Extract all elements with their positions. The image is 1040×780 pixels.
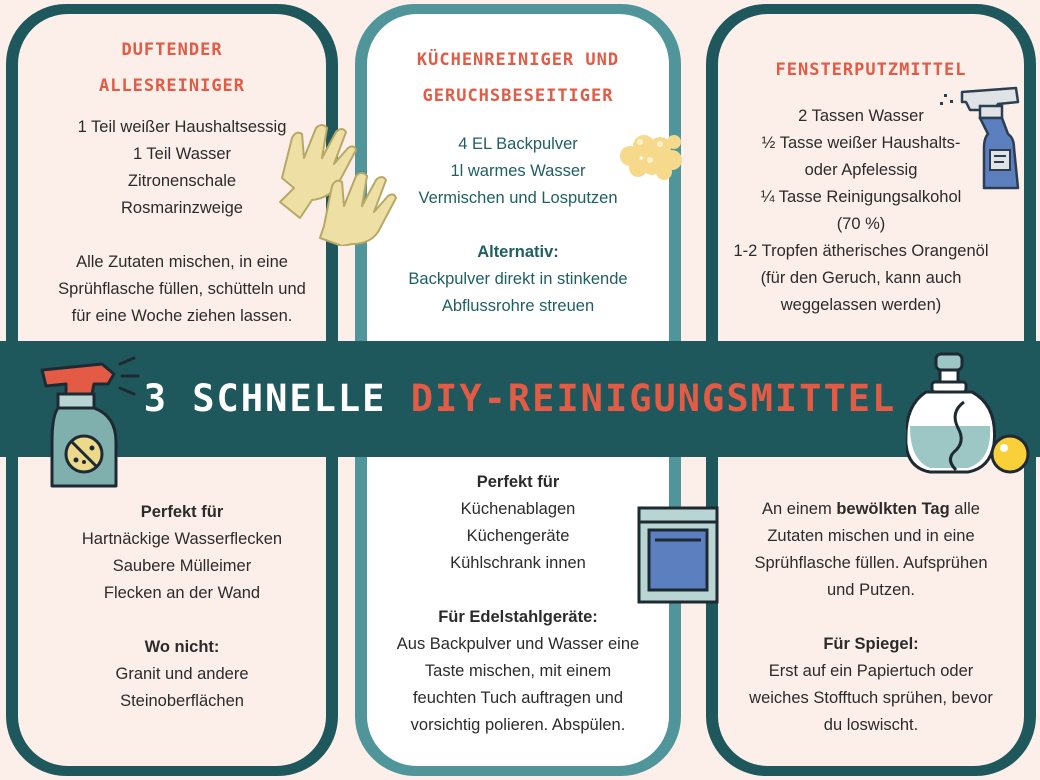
card2-title: KÜCHENREINIGER UND GERUCHSBESEITIGER: [416, 50, 620, 106]
card2-ingredients: 4 EL Backpulver 1l warmes Wasser Vermischen und Losputzen Alternativ: Backpulver direkt in stinkende Abflussrohre streuen: [408, 135, 628, 315]
card3-usage: An einem bewölkten Tag alle Zutaten mischen und in eine Sprühflasche füllen. Aufsprühen und Putzen. Für Spiegel: Erst auf ein Papiertuch oder weiches Stofftuch sprühen, bevor du loswischt.: [749, 500, 993, 734]
spray-bottle-icon: [938, 84, 1036, 196]
card1-usage: Perfekt für Hartnäckige Wasserflecken Saubere Mülleimer Flecken an der Wand Wo nicht: Granit und andere Steinoberflächen: [81, 503, 283, 710]
baking-soda-icon: [616, 128, 686, 184]
gloves-icon: [272, 118, 404, 246]
card1-title: DUFTENDER ALLESREINIGER: [98, 40, 246, 96]
banner-title: 3 SCHNELLE DIY-REINIGUNGSMITTEL: [143, 377, 897, 420]
card2-usage: Perfekt für Küchenablagen Küchengeräte Kühlschrank innen Für Edelstahlgeräte: Aus Backpulver und Wasser eine Taste mischen, mit einem feuchten Tuch auftragen und vorsichtig polieren. Abspülen.: [396, 473, 640, 734]
oven-icon: [637, 506, 719, 604]
card1-ingredients: 1 Teil weißer Haushaltsessig 1 Teil Wasser Zitronenschale Rosmarinzweige Alle Zutaten mischen, in eine Sprühflasche füllen, schütteln und für eine Woche ziehen lassen.: [58, 118, 306, 325]
card3-title: FENSTERPUTZMITTEL: [775, 60, 967, 80]
perfume-bottle-icon: [906, 350, 1032, 478]
card3-ingredients: 2 Tassen Wasser ½ Tasse weißer Haushalts- oder Apfelessig ¼ Tasse Reinigungsalkohol (70 %) 1-2 Tropfen ätherisches Orangenöl (für den Geruch, kann auch weggelassen werden): [733, 107, 989, 314]
cleaner-spray-icon: [36, 350, 140, 492]
